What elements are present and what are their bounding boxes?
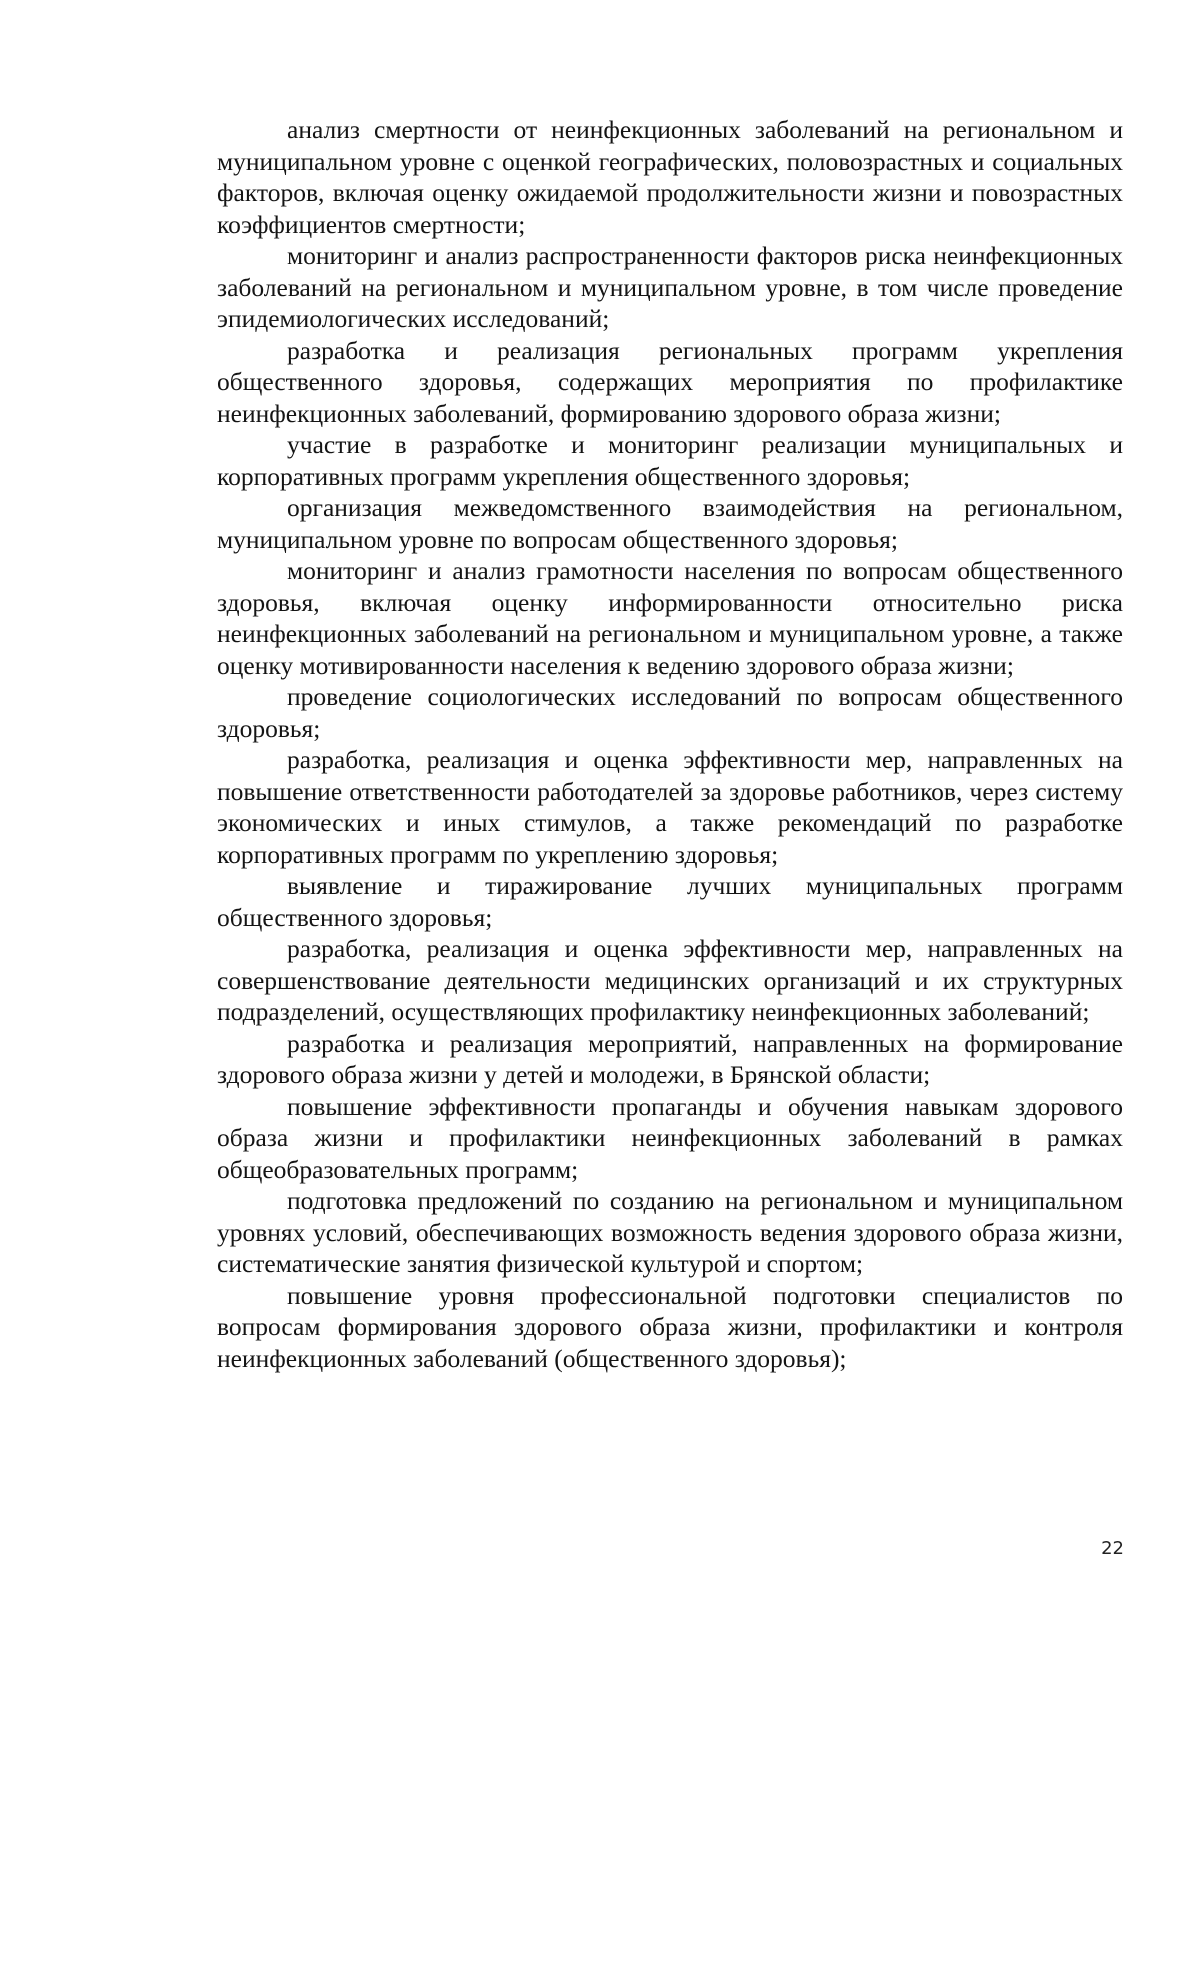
paragraph-interagency-cooperation: организация межведомственного взаимодействия на региональном, муниципальном уровне по вопросам общественного здоровья; bbox=[217, 493, 1123, 554]
paragraph-sociological-research: проведение социологических исследований по вопросам общественного здоровья; bbox=[217, 682, 1123, 743]
paragraph-conditions-proposals: подготовка предложений по созданию на региональном и муниципальном уровнях условий, обеспечивающих возможность ведения здорового образа жизни, систематические занятия физической культурой и спортом; bbox=[217, 1186, 1123, 1278]
paragraph-youth-healthy-lifestyle: разработка и реализация мероприятий, направленных на формирование здорового образа жизни у детей и молодежи, в Брянской области; bbox=[217, 1028, 1123, 1089]
paragraph-municipal-programs: участие в разработке и мониторинг реализации муниципальных и корпоративных программ укрепления общественного здоровья; bbox=[217, 430, 1123, 491]
paragraph-regional-programs: разработка и реализация региональных программ укрепления общественного здоровья, содержащих мероприятия по профилактике неинфекционных заболеваний, формированию здорового образа жизни; bbox=[217, 335, 1123, 428]
body-text bbox=[217, 114, 1123, 1374]
paragraph-employer-responsibility: разработка, реализация и оценка эффективности мер, направленных на повышение ответственности работодателей за здоровье работников, через систему экономических и иных стимулов, а также рекомендаций по разработке корпоративных программ по укреплению здоровья; bbox=[217, 745, 1123, 869]
paragraph-best-practices: выявление и тиражирование лучших муниципальных программ общественного здоровья; bbox=[217, 871, 1123, 932]
paragraph-specialist-training: повышение уровня профессиональной подготовки специалистов по вопросам формирования здорового образа жизни, профилактики и контроля неинфекционных заболеваний (общественного здоровья); bbox=[217, 1280, 1123, 1373]
paragraph-mortality-analysis: анализ смертности от неинфекционных заболеваний на региональном и муниципальном уровне с оценкой географических, половозрастных и социальных факторов, включая оценку ожидаемой продолжительности жизни и повозрастных коэффициентов смертности; bbox=[217, 115, 1123, 239]
paragraph-risk-factor-monitoring: мониторинг и анализ распространенности факторов риска неинфекционных заболеваний на региональном и муниципальном уровне, в том числе проведение эпидемиологических исследований; bbox=[217, 241, 1123, 333]
paragraph-medical-organizations: разработка, реализация и оценка эффективности мер, направленных на совершенствование деятельности медицинских организаций и их структурных подразделений, осуществляющих профилактику неинфекционных заболеваний; bbox=[217, 934, 1123, 1026]
paragraph-health-literacy: мониторинг и анализ грамотности населения по вопросам общественного здоровья, включая оценку информированности относительно риска неинфекционных заболеваний на региональном и муниципальном уровне, а также оценку мотивированности населения к ведению здорового образа жизни; bbox=[217, 556, 1123, 680]
page-number: 22 bbox=[1101, 1538, 1124, 1559]
paragraph-education-programs: повышение эффективности пропаганды и обучения навыкам здорового образа жизни и профилактики неинфекционных заболеваний в рамках общеобразовательных программ; bbox=[217, 1091, 1123, 1184]
